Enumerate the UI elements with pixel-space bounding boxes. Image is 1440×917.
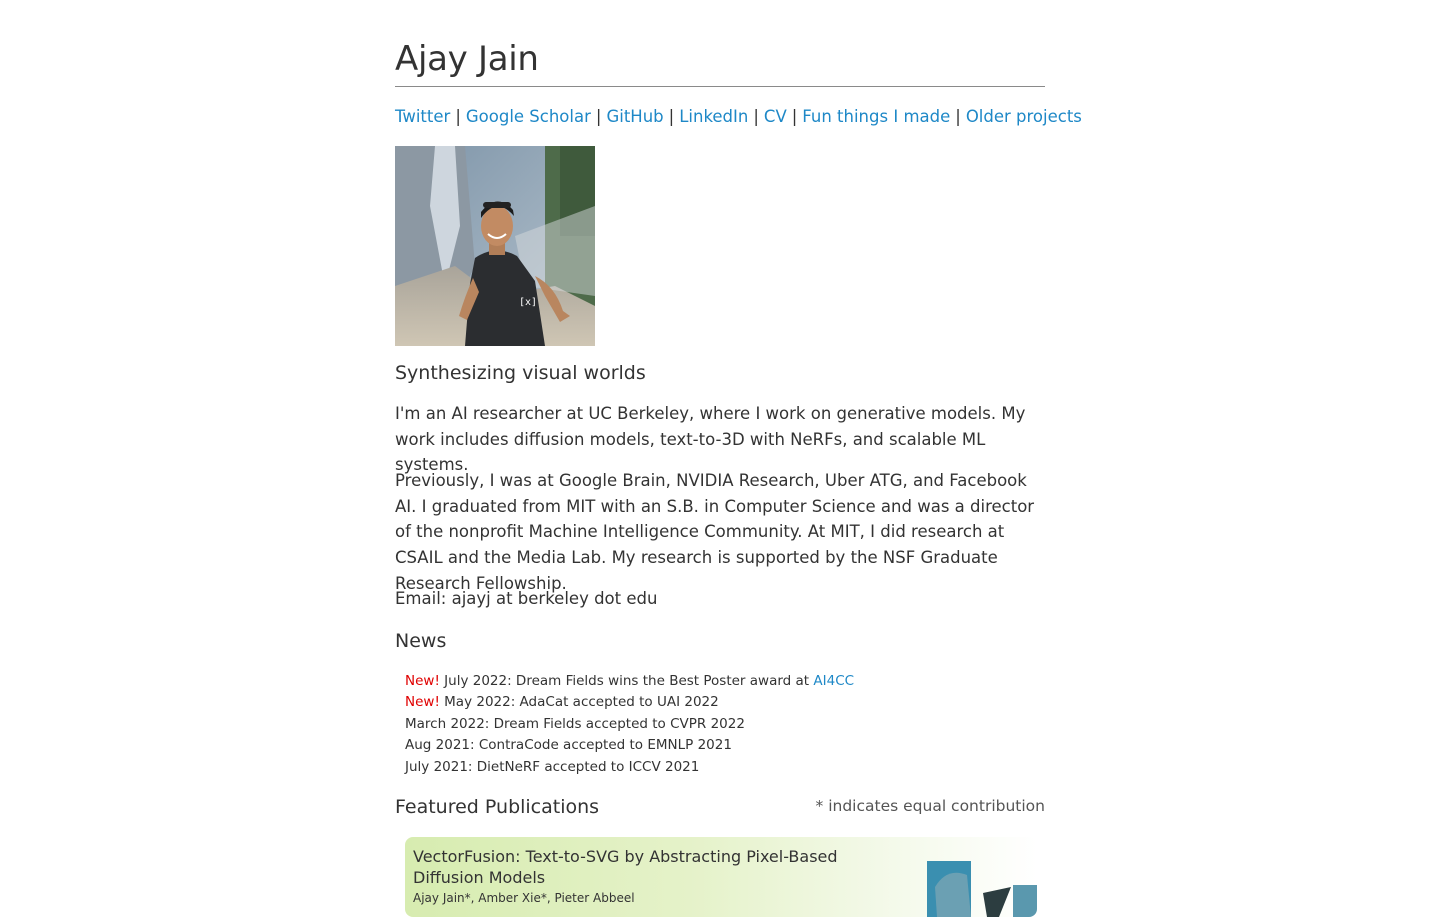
bio-paragraph-2: Previously, I was at Google Brain, NVIDIA Research, Uber ATG, and Facebook AI. I graduated from MIT with an S.B. in Computer Science and was a director of the nonprofit Machine Intelligence Community. At MIT, I did research at CSAIL and the Media Lab. My research is supported by the NSF Graduate Research Fellowship. [395, 471, 1035, 593]
publications-heading: Featured Publications [395, 796, 600, 818]
bio-paragraph-1: I'm an AI researcher at UC Berkeley, where I work on generative models. My work includes diffusion models, text-to-3D with NeRFs, and scalable ML systems. [395, 404, 1026, 475]
link-older-projects[interactable]: Older projects [965, 107, 1082, 126]
nav-links [395, 105, 1082, 129]
link-separator: | [668, 107, 675, 126]
link-separator: | [791, 107, 798, 126]
link-separator: | [753, 107, 759, 126]
profile-photo-illustration [395, 146, 595, 346]
shirt-logo: [x] [519, 297, 538, 308]
tagline: Synthesizing visual worlds [395, 362, 646, 384]
news-item-text: July 2021: DietNeRF accepted to ICCV 2021 [405, 758, 700, 775]
link-fun-things[interactable]: Fun things I made [802, 107, 951, 126]
publication-authors: Ajay Jain*, Amber Xie*, Pieter Abbeel [413, 891, 635, 905]
publication-title[interactable]: VectorFusion: Text-to-SVG by Abstracting Pixel-Based Diffusion Models [413, 847, 838, 887]
news-item-text: March 2022: Dream Fields accepted to CVPR 2022 [405, 715, 745, 732]
news-item [405, 692, 854, 713]
email-text: Email: ajayj at berkeley dot edu [395, 589, 658, 608]
news-item [405, 735, 854, 756]
link-linkedin[interactable]: LinkedIn [679, 107, 749, 126]
equal-contribution-note: * indicates equal contribution [815, 797, 1045, 815]
link-twitter[interactable]: Twitter [395, 107, 451, 126]
publication-card[interactable] [405, 837, 1037, 917]
link-github[interactable]: GitHub [606, 107, 664, 126]
publication-thumbnail[interactable] [927, 857, 1037, 917]
new-badge: New! [405, 694, 440, 711]
news-heading: News [395, 630, 447, 652]
link-ai4cc[interactable]: AI4CC [813, 673, 855, 689]
news-list [405, 671, 854, 778]
news-item [405, 671, 854, 692]
link-separator: | [955, 107, 961, 126]
news-item-text: July 2022: Dream Fields wins the Best Poster award at [444, 673, 814, 689]
link-separator: | [455, 107, 461, 126]
profile-photo [395, 146, 595, 346]
link-google-scholar[interactable]: Google Scholar [465, 107, 591, 126]
title-divider [395, 86, 1045, 87]
news-item [405, 757, 854, 778]
link-separator: | [595, 107, 602, 126]
page-title: Ajay Jain [395, 39, 539, 79]
news-item [405, 714, 854, 735]
link-cv[interactable]: CV [763, 107, 787, 126]
news-item-text: May 2022: AdaCat accepted to UAI 2022 [444, 694, 719, 711]
new-badge: New! [405, 673, 440, 689]
news-item-text: Aug 2021: ContraCode accepted to EMNLP 2021 [405, 737, 732, 754]
